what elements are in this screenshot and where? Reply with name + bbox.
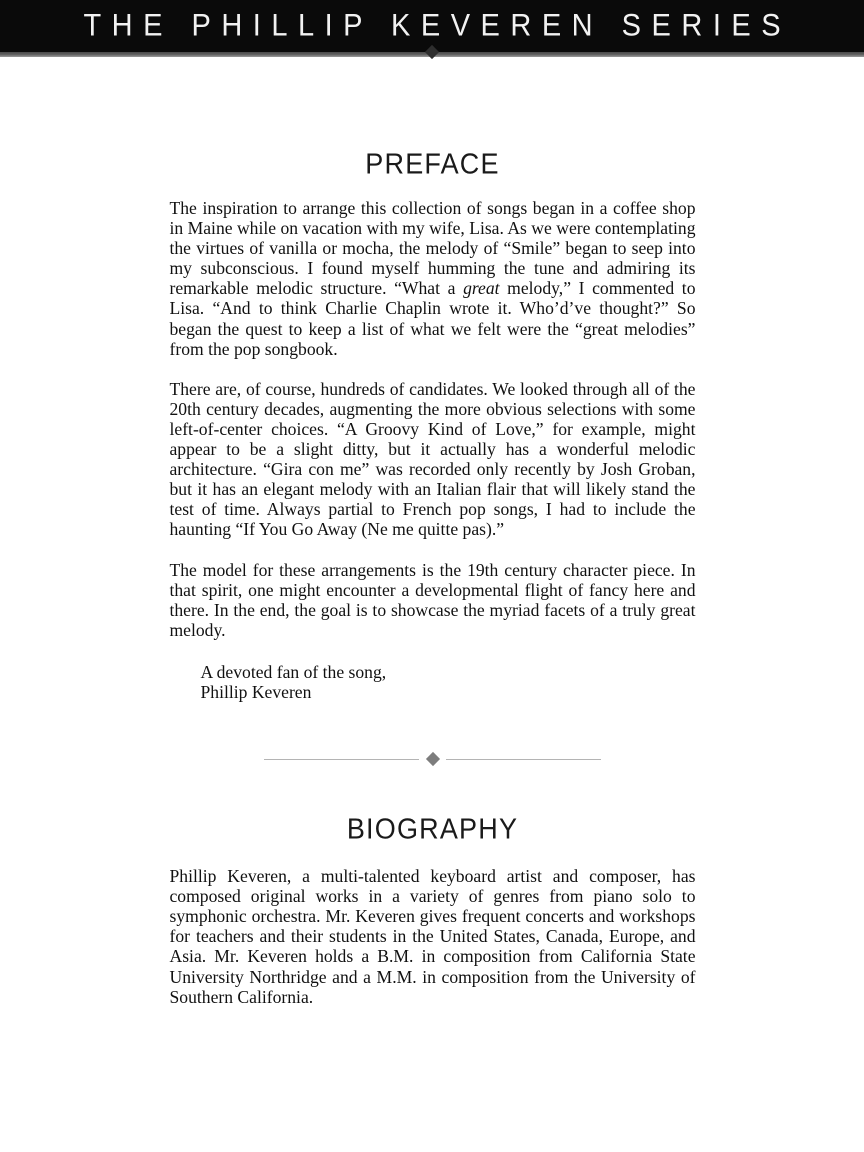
divider-line-right <box>446 759 601 760</box>
signature-line-2: Phillip Keveren <box>200 681 312 702</box>
preface-heading: PREFACE <box>365 148 500 180</box>
text-run: melody,” I commented to Lisa. “And to think Charlie Chaplin wrote it. Who’d’ve thought?” So began the quest to keep a list of what we felt were the “great melodies” from the pop songbook. <box>169 278 696 359</box>
biography-paragraph-1 <box>170 866 696 1007</box>
divider-line-left <box>264 759 419 760</box>
text-run: The inspiration to arrange this collection of songs began in a coffee shop in Maine while on vacation with my wife, Lisa. As we were contemplating the virtues of vanilla or mocha, the melody of “Smile” began to seep into my subconscious. I found myself humming the tune and admiring its remarkable melodic structure. “What a <box>169 198 696 299</box>
series-title: THE PHILLIP KEVEREN SERIES <box>83 8 792 43</box>
section-divider <box>264 753 601 765</box>
emphasized-text: great <box>463 278 500 299</box>
divider-diamond-ornament-icon <box>425 752 439 766</box>
preface-paragraph-2 <box>170 379 696 540</box>
page-body <box>0 57 864 1007</box>
preface-paragraph-1 <box>170 198 696 359</box>
signature-block <box>170 662 696 702</box>
biography-heading: BIOGRAPHY <box>346 813 519 845</box>
signature-line-1: A devoted fan of the song, <box>200 661 387 682</box>
preface-paragraph-3 <box>170 560 696 640</box>
content-column <box>169 149 696 1007</box>
text-run: Phillip Keveren, a multi-talented keyboard artist and composer, has composed original works in a variety of genres from piano solo to symphonic orchestra. Mr. Keveren gives frequent concerts and workshops for teachers and their students in the United States, Canada, Europe, and Asia. Mr. Keveren holds a B.M. in composition from California State University Northridge and a M.M. in composition from the University of Southern California. <box>169 866 696 1007</box>
text-run: The model for these arrangements is the 19th century character piece. In that spirit, one might encounter a developmental flight of fancy here and there. In the end, the goal is to showcase the myriad facets of a truly great melody. <box>169 559 696 640</box>
text-run: There are, of course, hundreds of candidates. We looked through all of the 20th century decades, augmenting the more obvious selections with some left-of-center choices. “A Groovy Kind of Love,” for example, might appear to be a slight ditty, but it actually has a wonderful melodic architecture. “Gira con me” was recorded only recently by Josh Groban, but it has an elegant melody with an Italian flair that will likely stand the test of time. Always partial to French pop songs, I had to include the haunting “If You Go Away (Ne me quitte pas).” <box>169 378 696 540</box>
